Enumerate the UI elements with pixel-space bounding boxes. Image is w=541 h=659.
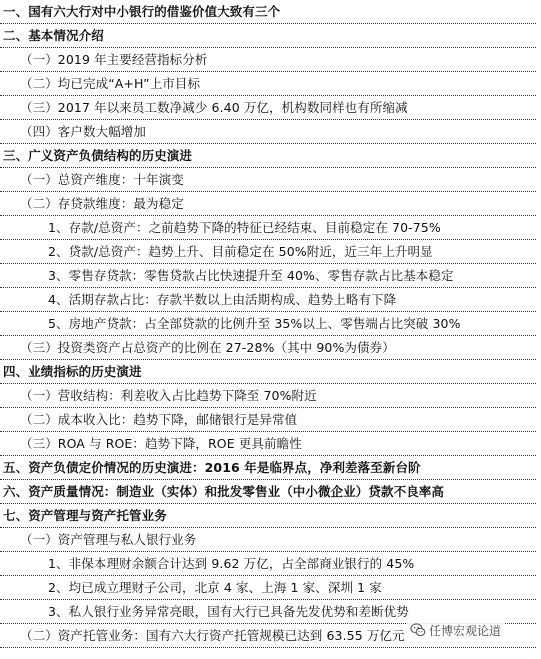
heading-text: 2、均已成立理财子公司，北京 4 家、上海 1 家、深圳 1 家: [48, 580, 382, 595]
heading-text: 五、资产负债定价情况的历史演进：2016 年是临界点，净利差落至新台阶: [3, 460, 421, 475]
section-heading: [0, 168, 536, 192]
subsection-item: [0, 552, 536, 576]
heading-text: （四）客户数大幅增加: [20, 124, 147, 139]
heading-text: 四、业绩指标的历史演进: [3, 364, 142, 379]
heading-text: （一）2019 年主要经营指标分析: [20, 52, 208, 67]
heading-text: 三、广义资产负债结构的历史演进: [3, 148, 193, 163]
section-heading: [0, 72, 536, 96]
section-heading: [0, 192, 536, 216]
heading-text: 六、资产质量情况：制造业（实体）和批发零售业（中小微企业）贷款不良率高: [3, 484, 445, 499]
subsection-item: [0, 264, 536, 288]
heading-text: （三）ROA 与 ROE：趋势下降，ROE 更具前瞻性: [20, 436, 302, 451]
wechat-icon: [410, 622, 426, 638]
subsection-item: [0, 240, 536, 264]
heading-text: 3、私人银行业务异常亮眼，国有大行已具备先发优势和差断优势: [48, 604, 409, 619]
chapter-heading: [0, 456, 536, 480]
watermark-text: 任博宏观论道: [429, 623, 502, 638]
chapter-heading: [0, 480, 536, 504]
heading-text: 二、基本情况介绍: [3, 28, 104, 43]
section-heading: [0, 48, 536, 72]
section-heading: [0, 96, 536, 120]
heading-text: （一）总资产维度：十年演变: [20, 172, 184, 187]
heading-text: （二）成本收入比：趋势下降，邮储银行是异常值: [20, 412, 298, 427]
chapter-heading: [0, 24, 536, 48]
subsection-item: [0, 288, 536, 312]
heading-text: 1、非保本理财余额合计达到 9.62 万亿，占全部商业银行的 45%: [48, 556, 415, 571]
watermark: [407, 621, 504, 639]
heading-text: （二）均已完成“A+H”上市目标: [20, 76, 201, 91]
section-heading: [0, 432, 536, 456]
heading-text: （三）投资类资产占总资产的比例在 27-28%（其中 90%为债券）: [20, 340, 395, 355]
chapter-heading: [0, 504, 536, 528]
heading-text: （一）营收结构：利差收入占比趋势下降至 70%附近: [20, 388, 317, 403]
chapter-heading: [0, 360, 536, 384]
subsection-item: [0, 576, 536, 600]
section-heading: [0, 528, 536, 552]
section-heading: [0, 408, 536, 432]
section-heading: [0, 384, 536, 408]
subsection-item: [0, 216, 536, 240]
heading-text: （二）存贷款维度：最为稳定: [20, 196, 184, 211]
chapter-heading: [0, 0, 536, 24]
section-heading: [0, 336, 536, 360]
heading-text: 5、房地产贷款：占全部贷款的比例升至 35%以上、零售端占比突破 30%: [48, 316, 461, 331]
heading-text: 1、存款/总资产：之前趋势下降的特征已经结束、目前稳定在 70-75%: [48, 220, 441, 235]
section-heading: [0, 120, 536, 144]
heading-text: 一、国有六大行对中小银行的借鉴价值大致有三个: [3, 4, 281, 19]
heading-text: （二）资产托管业务：国有六大行资产托管规模已达到 63.55 万亿元: [20, 628, 405, 643]
heading-text: 2、贷款/总资产：趋势上升、目前稳定在 50%附近，近三年上升明显: [48, 244, 433, 259]
subsection-item: [0, 312, 536, 336]
chapter-heading: [0, 144, 536, 168]
heading-text: 3、零售存贷款：零售贷款占比快速提升至 40%、零售存款占比基本稳定: [48, 268, 454, 283]
heading-text: 七、资产管理与资产托管业务: [3, 508, 167, 523]
heading-text: 4、活期存款占比：存款半数以上由活期构成、趋势上略有下降: [48, 292, 397, 307]
heading-text: （三）2017 年以来员工数净减少 6.40 万亿，机构数同样也有所缩减: [20, 100, 408, 115]
heading-text: （一）资产管理与私人银行业务: [20, 532, 197, 547]
